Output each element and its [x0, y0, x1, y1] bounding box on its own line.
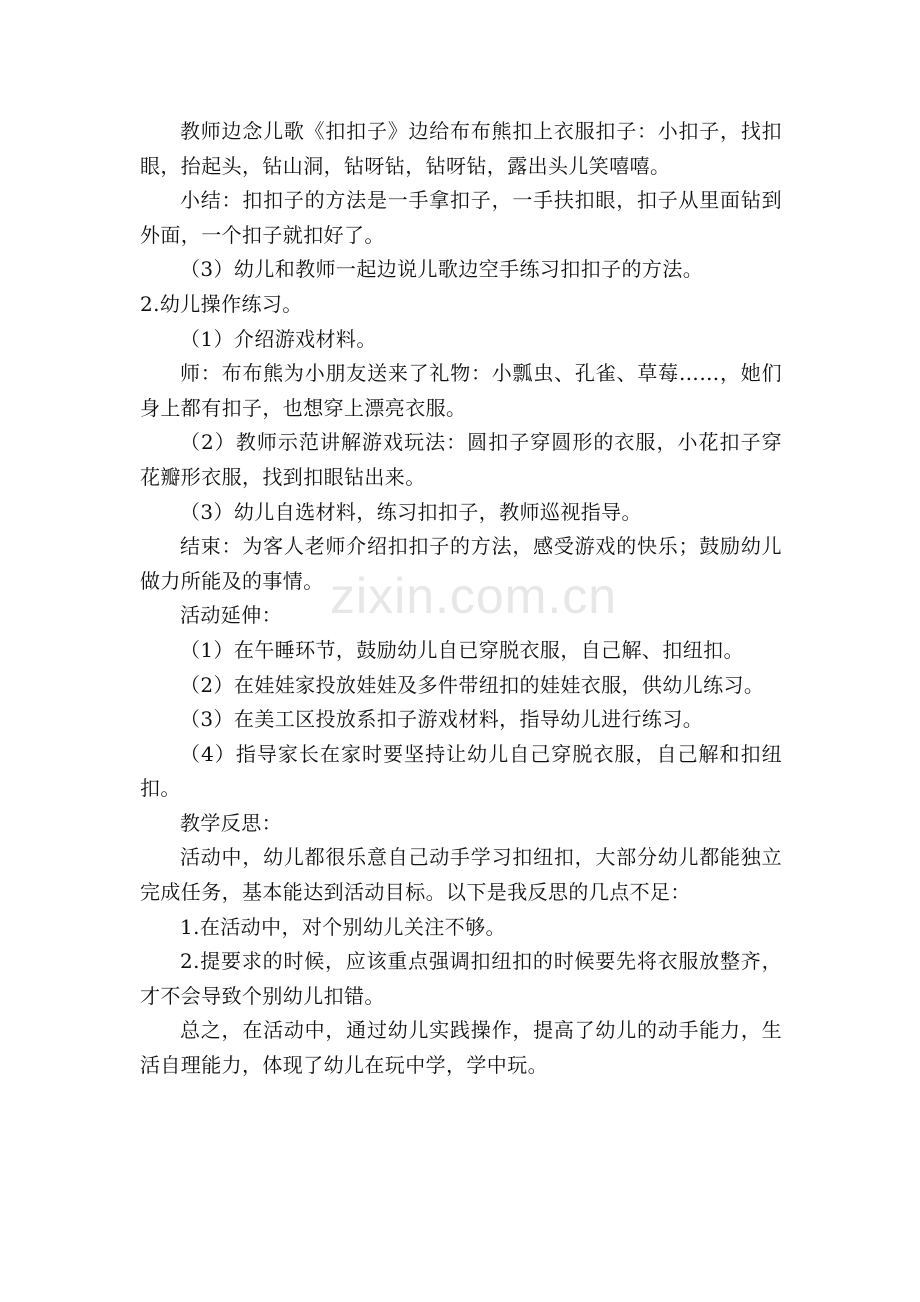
- paragraph-12: （2）在娃娃家投放娃娃及多件带纽扣的娃娃衣服，供幼儿练习。: [180, 672, 765, 697]
- paragraph-17: 1.在活动中，对个别幼儿关注不够。: [180, 914, 506, 939]
- paragraph-19: 总之，在活动中，通过幼儿实践操作，提高了幼儿的动手能力，生活自理能力，体现了幼儿在玩中学，学中玩。: [140, 1018, 782, 1078]
- paragraph-10: 活动延伸：: [180, 603, 282, 628]
- paragraph-2: 小结：扣扣子的方法是一手拿扣子，一手扶扣眼，扣子从里面钻到外面，一个扣子就扣好了。: [140, 188, 782, 247]
- paragraph-1: 教师边念儿歌《扣扣子》边给布布熊扣上衣服扣子：小扣子，找扣眼，抬起头，钻山洞，钻呀钻，钻呀钻，露出头儿笑嘻嘻。: [140, 119, 782, 178]
- paragraph-3: （3）幼儿和教师一起边说儿歌边空手练习扣扣子的方法。: [180, 257, 704, 282]
- paragraph-13: （3）在美工区投放系扣子游戏材料，指导幼儿进行练习。: [180, 707, 704, 732]
- paragraph-7: （2）教师示范讲解游戏玩法：圆扣子穿圆形的衣服，小花扣子穿花瓣形衣服，找到扣眼钻出来。: [140, 430, 782, 489]
- document-body: [140, 114, 782, 1083]
- paragraph-18: 2.提要求的时候，应该重点强调扣纽扣的时候要先将衣服放整齐，才不会导致个别幼儿扣错。: [140, 949, 782, 1008]
- paragraph-8: （3）幼儿自选材料，练习扣扣子，教师巡视指导。: [180, 499, 642, 524]
- paragraph-4: 2.幼儿操作练习。: [140, 291, 303, 316]
- paragraph-15: 教学反思：: [180, 810, 282, 835]
- paragraph-5: （1）介绍游戏材料。: [180, 326, 377, 351]
- paragraph-14: （4）指导家长在家时要坚持让幼儿自己穿脱衣服，自己解和扣纽扣。: [140, 741, 782, 801]
- paragraph-11: （1）在午睡环节，鼓励幼儿自已穿脱衣服，自己解、扣纽扣。: [180, 637, 744, 662]
- paragraph-6: 师：布布熊为小朋友送来了礼物：小瓢虫、孔雀、草莓……，她们身上都有扣子，也想穿上漂亮衣服。: [140, 361, 782, 420]
- paragraph-9: 结束：为客人老师介绍扣扣子的方法，感受游戏的快乐；鼓励幼儿做力所能及的事情。: [140, 534, 782, 593]
- watermark: zixin.com.cn: [330, 568, 618, 624]
- paragraph-16: 活动中，幼儿都很乐意自己动手学习扣纽扣，大部分幼儿都能独立完成任务，基本能达到活动目标。以下是我反思的几点不足：: [140, 845, 782, 905]
